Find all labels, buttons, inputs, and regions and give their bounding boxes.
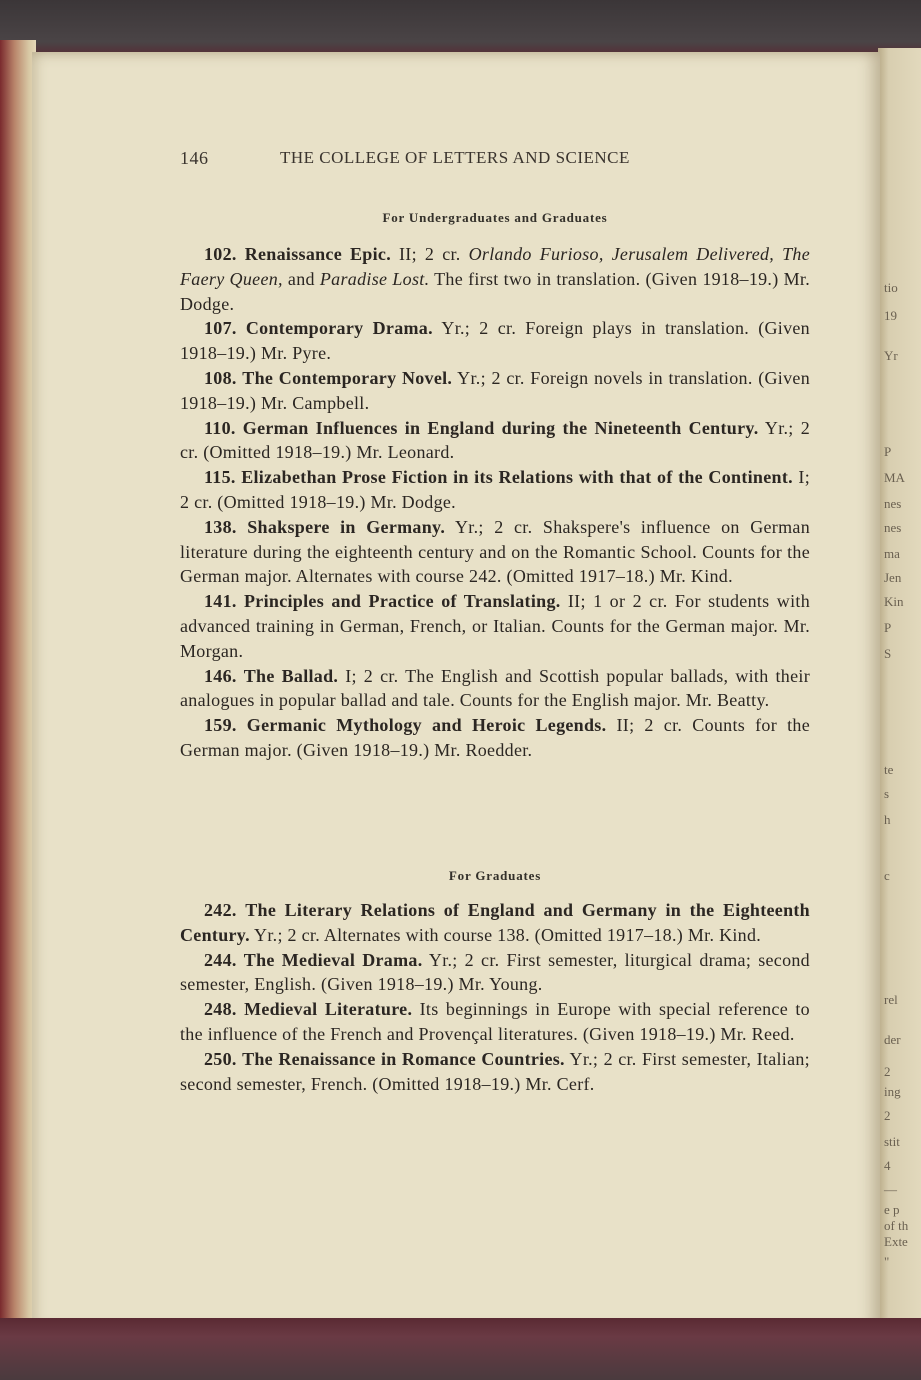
course-text: II; 2 cr. Counts for the German major. (Given 1918–19.) Mr. Roedder. [180, 715, 810, 760]
bleed-text: S [884, 646, 892, 661]
book-cover-bottom-edge [0, 1318, 921, 1380]
bleed-text: 2 [884, 1108, 891, 1123]
course-text: and [282, 268, 320, 289]
bleed-text: te [884, 762, 894, 777]
bleed-text: Yr [884, 348, 898, 363]
course-number: 102. [204, 244, 237, 264]
bleed-text: ma [884, 546, 900, 561]
course-title: Contemporary Drama. [245, 318, 433, 339]
course-entry [180, 515, 810, 589]
course-text: Yr.; 2 cr. Foreign plays in translation. (Given 1918–19.) Mr. Pyre. [180, 318, 810, 364]
course-title: Renaissance Epic. [244, 244, 392, 264]
course-entry [180, 713, 810, 763]
course-entry [180, 465, 810, 515]
course-entry [180, 664, 810, 714]
next-page-edge [878, 48, 921, 1333]
course-number: 159. [204, 715, 237, 736]
course-text: The first two in translation. (Given 1918–19.) Mr. Dodge. [180, 268, 811, 314]
course-entry [180, 898, 810, 948]
course-title: German Influences in England during the Nineteenth Century. [242, 417, 759, 438]
course-number: 146. [204, 665, 237, 686]
running-title: THE COLLEGE OF LETTERS AND SCIENCE [280, 148, 630, 167]
bleed-text: Jen [884, 570, 902, 585]
bleed-text: s [884, 786, 890, 801]
course-title: Medieval Literature. [244, 999, 413, 1020]
course-number: 108. [204, 367, 237, 388]
course-text: I; 2 cr. The English and Scottish popular ballads, with their analogues in popular ballad and tale. Counts for the English major. Mr. Beatty. [180, 665, 810, 711]
course-text: Yr.; 2 cr. (Omitted 1918–19.) Mr. Leonard. [180, 417, 810, 463]
course-entry [180, 316, 810, 366]
book-cover-top-edge [0, 0, 921, 60]
course-title: Germanic Mythology and Heroic Legends. [246, 715, 607, 736]
course-text-italic: Orlando Furioso, Jerusalem Delivered, The Faery Queen, [180, 244, 810, 289]
course-entry [180, 366, 810, 416]
course-text: I; 2 cr. (Omitted 1918–19.) Mr. Dodge. [180, 467, 810, 512]
course-number: 244. [204, 949, 237, 970]
course-title: The Contemporary Novel. [242, 367, 453, 388]
bleed-text: P [884, 444, 892, 459]
running-header [180, 148, 810, 172]
course-text: Yr.; 2 cr. First semester, liturgical drama; second semester, English. (Given 1918–19.) Mr. Young. [180, 949, 810, 995]
course-number: 110. [204, 417, 236, 438]
bleed-text: nes [884, 496, 902, 511]
course-entry [180, 1047, 810, 1097]
course-title: Principles and Practice of Translating. [244, 591, 561, 612]
course-title: Elizabethan Prose Fiction in its Relations with that of the Continent. [241, 467, 793, 488]
course-text: Its beginnings in Europe with special reference to the influence of the French and Provençal literatures. (Given 1918–19.) Mr. Reed. [180, 999, 810, 1044]
bleed-text: c [884, 868, 890, 883]
bleed-text: ing [884, 1084, 901, 1099]
bleed-text: der [884, 1032, 901, 1047]
course-text: Yr.; 2 cr. Shakspere's influence on German literature during the eighteenth century and on the Romantic School. Counts for the German major. Alternates with course 242. (Omitted 1917–18.) Mr. Kind. [180, 516, 810, 587]
course-list-graduates [180, 898, 810, 1096]
bleed-text: h [884, 812, 891, 827]
course-title: The Ballad. [243, 665, 339, 686]
course-number: 242. [204, 900, 237, 920]
course-text-italic: Paradise Lost. [319, 268, 430, 289]
course-text: Yr.; 2 cr. Alternates with course 138. (Omitted 1917–18.) Mr. Kind. [249, 924, 762, 945]
section-heading-undergrad: For Undergraduates and Graduates [382, 210, 608, 225]
bleed-text: Kin [884, 594, 904, 609]
bleed-text: tio [884, 280, 898, 295]
bleed-text: of th [884, 1218, 909, 1233]
course-number: 141. [204, 591, 237, 612]
course-text: II; 1 or 2 cr. For students with advanced training in German, French, or Italian. Counts for the German major. Mr. Morgan. [180, 591, 810, 661]
course-number: 107. [204, 318, 237, 339]
section-heading-graduates: For Graduates [448, 868, 542, 883]
course-number: 250. [204, 1048, 237, 1069]
bleed-text: nes [884, 520, 902, 535]
course-entry [180, 242, 810, 316]
bleed-text: stit [884, 1134, 900, 1149]
course-title: The Literary Relations of England and Germany in the Eighteenth Century. [180, 900, 810, 945]
course-number: 115. [204, 467, 236, 488]
bleed-text: — [884, 1182, 897, 1197]
bleed-text: P [884, 620, 892, 635]
course-number: 248. [204, 999, 237, 1020]
course-entry [180, 997, 810, 1047]
course-number: 138. [204, 516, 237, 537]
bleed-text: 4 [884, 1158, 891, 1173]
previous-pages-edge [0, 40, 36, 1340]
course-title: Shakspere in Germany. [247, 516, 446, 537]
course-title: The Medieval Drama. [243, 949, 423, 970]
bleed-text: e p [884, 1202, 900, 1217]
course-entry [180, 416, 810, 466]
course-entry [180, 948, 810, 998]
page-number: 146 [180, 148, 209, 168]
bleed-text: rel [884, 992, 898, 1007]
course-text: Yr.; 2 cr. First semester, Italian; second semester, French. (Omitted 1918–19.) Mr. Cerf. [180, 1048, 810, 1094]
course-text: Yr.; 2 cr. Foreign novels in translation. (Given 1918–19.) Mr. Campbell. [180, 367, 811, 413]
bleed-text: " [884, 1254, 890, 1269]
course-entry [180, 589, 810, 663]
course-list-undergrad [180, 242, 810, 763]
course-title: The Renaissance in Romance Countries. [242, 1048, 565, 1069]
course-text: II; 2 cr. [391, 244, 469, 264]
bleed-text: MA [884, 470, 905, 485]
bleed-text: 19 [884, 308, 897, 323]
bleed-text: 2 [884, 1064, 891, 1079]
bleed-text: Exte [884, 1234, 908, 1249]
